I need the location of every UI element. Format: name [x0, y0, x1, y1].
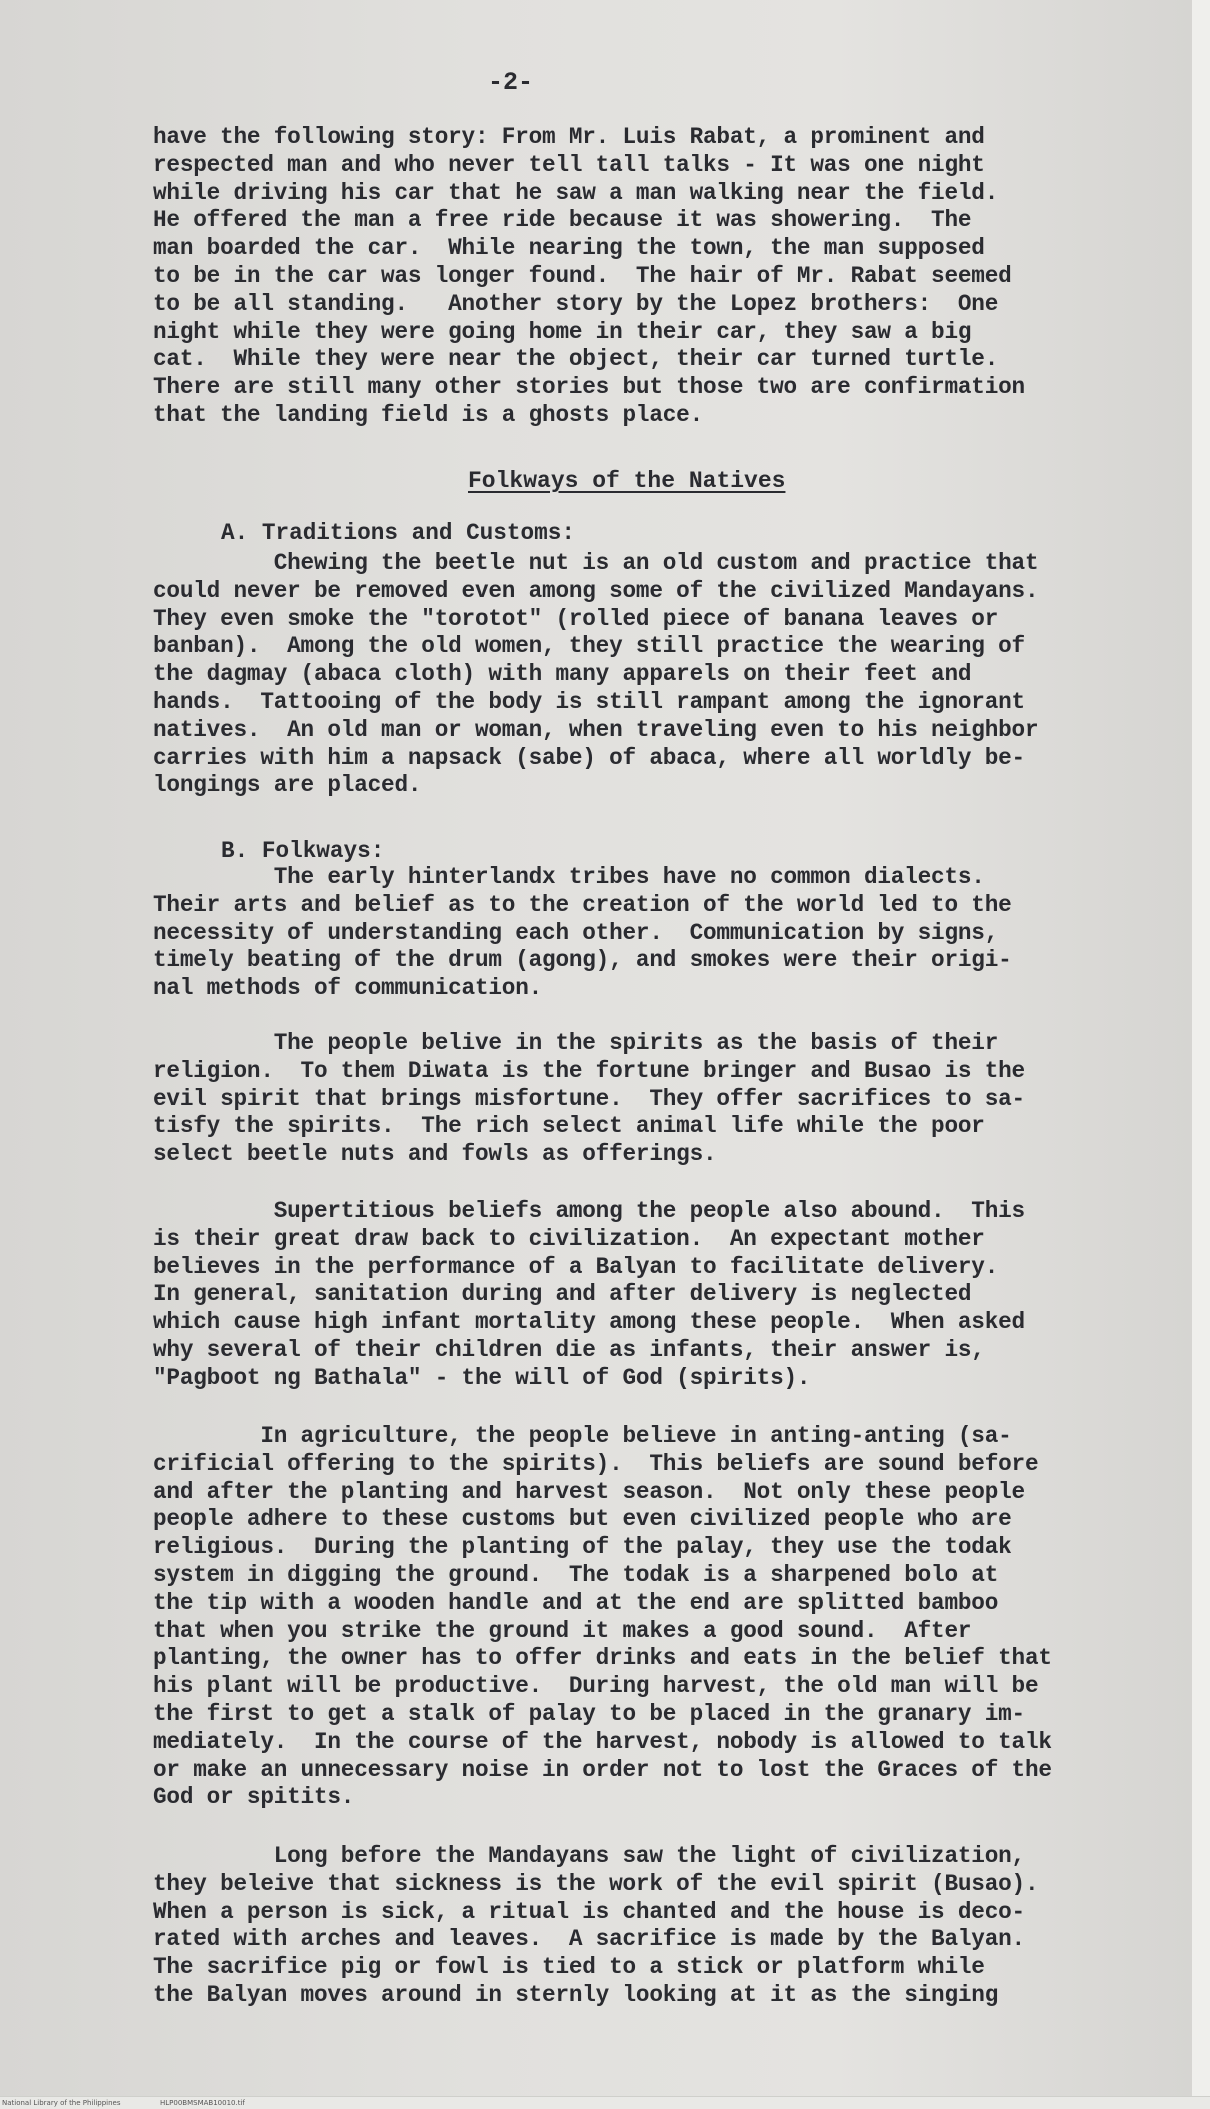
intro-paragraph: have the following story: From Mr. Luis Rabat, a prominent and respected man and who never tell tall talks - It was one night while driving his car that he saw a man walking near the field. He offered the man a free ride because it was showering. The man boarded the car. While nearing the town, the man supposed to be in the car was longer found. The hair of Mr. Rabat seemed to be all standing. Another story by the Lopez brothers: One night while they were going home in their car, they saw a big cat. While they were near the object, their car turned turtle. There are still many other stories but those two are confirmation that the landing field is a ghosts place.: [153, 124, 1025, 428]
footer-source: National Library of the Philippines: [2, 2099, 121, 2107]
subsection-a-label: A. Traditions and Customs:: [221, 520, 575, 546]
subsection-b-text: The early hinterlandx tribes have no common dialects. Their arts and belief as to the creation of the world led to the necessity of understanding each other. Communication by signs, timely beating of the drum (agong), and smokes were their origi- nal methods of communication.: [153, 864, 1012, 1002]
paragraph-agriculture: In agriculture, the people believe in anting-anting (sa- crificial offering to the spirits). This beliefs are sound before and after the planting and harvest season. Not only these people people adhere to these customs but even civilized people who are religious. During the planting of the palay, they use the todak system in digging the ground. The todak is a sharpened bolo at the tip with a wooden handle and at the end are splitted bamboo that when you strike the ground it makes a good sound. After planting, the owner has to offer drinks and eats in the belief that his plant will be productive. During harvest, the old man will be the first to get a stalk of palay to be placed in the granary im- mediately. In the course of the harvest, nobody is allowed to talk or make an unnecessary noise in order not to lost the Graces of the God or spitits.: [153, 1423, 1052, 1811]
subsection-b-label: B. Folkways:: [221, 838, 385, 864]
subsection-a-text: Chewing the beetle nut is an old custom and practice that could never be removed even among some of the civilized Mandayans. They even smoke the "torotot" (rolled piece of banana leaves or banban). Among the old women, they still practice the wearing of the dagmay (abaca cloth) with many apparels on their feet and hands. Tattooing of the body is still rampant among the ignorant natives. An old man or woman, when traveling even to his neighbor carries with him a napsack (sabe) of abaca, where all worldly be- longings are placed.: [153, 550, 1039, 799]
page-number: -2-: [488, 68, 534, 97]
paragraph-sickness: Long before the Mandayans saw the light of civilization, they beleive that sickness is the work of the evil spirit (Busao). When a person is sick, a ritual is chanted and the house is deco- rated with arches and leaves. A sacrifice is made by the Balyan. The sacrifice pig or fowl is tied to a stick or platform while the Balyan moves around in sternly looking at it as the singing: [153, 1843, 1039, 2008]
section-heading: Folkways of the Natives: [468, 468, 786, 494]
footer-filename: HLP00BMSMAB10010.tif: [160, 2099, 245, 2107]
paragraph-religion: The people belive in the spirits as the basis of their religion. To them Diwata is the fortune bringer and Busao is the evil spirit that brings misfortune. They offer sacrifices to sa- tisfy the spirits. The rich select animal life while the poor select beetle nuts and fowls as offerings.: [153, 1030, 1025, 1168]
page-edge: [1192, 0, 1210, 2108]
paragraph-superstition: Supertitious beliefs among the people also abound. This is their great draw back to civilization. An expectant mother believes in the performance of a Balyan to facilitate delivery. In general, sanitation during and after delivery is neglected which cause high infant mortality among these people. When asked why several of their children die as infants, their answer is, "Pagboot ng Bathala" - the will of God (spirits).: [153, 1198, 1025, 1391]
scan-footer: [0, 2096, 1210, 2109]
